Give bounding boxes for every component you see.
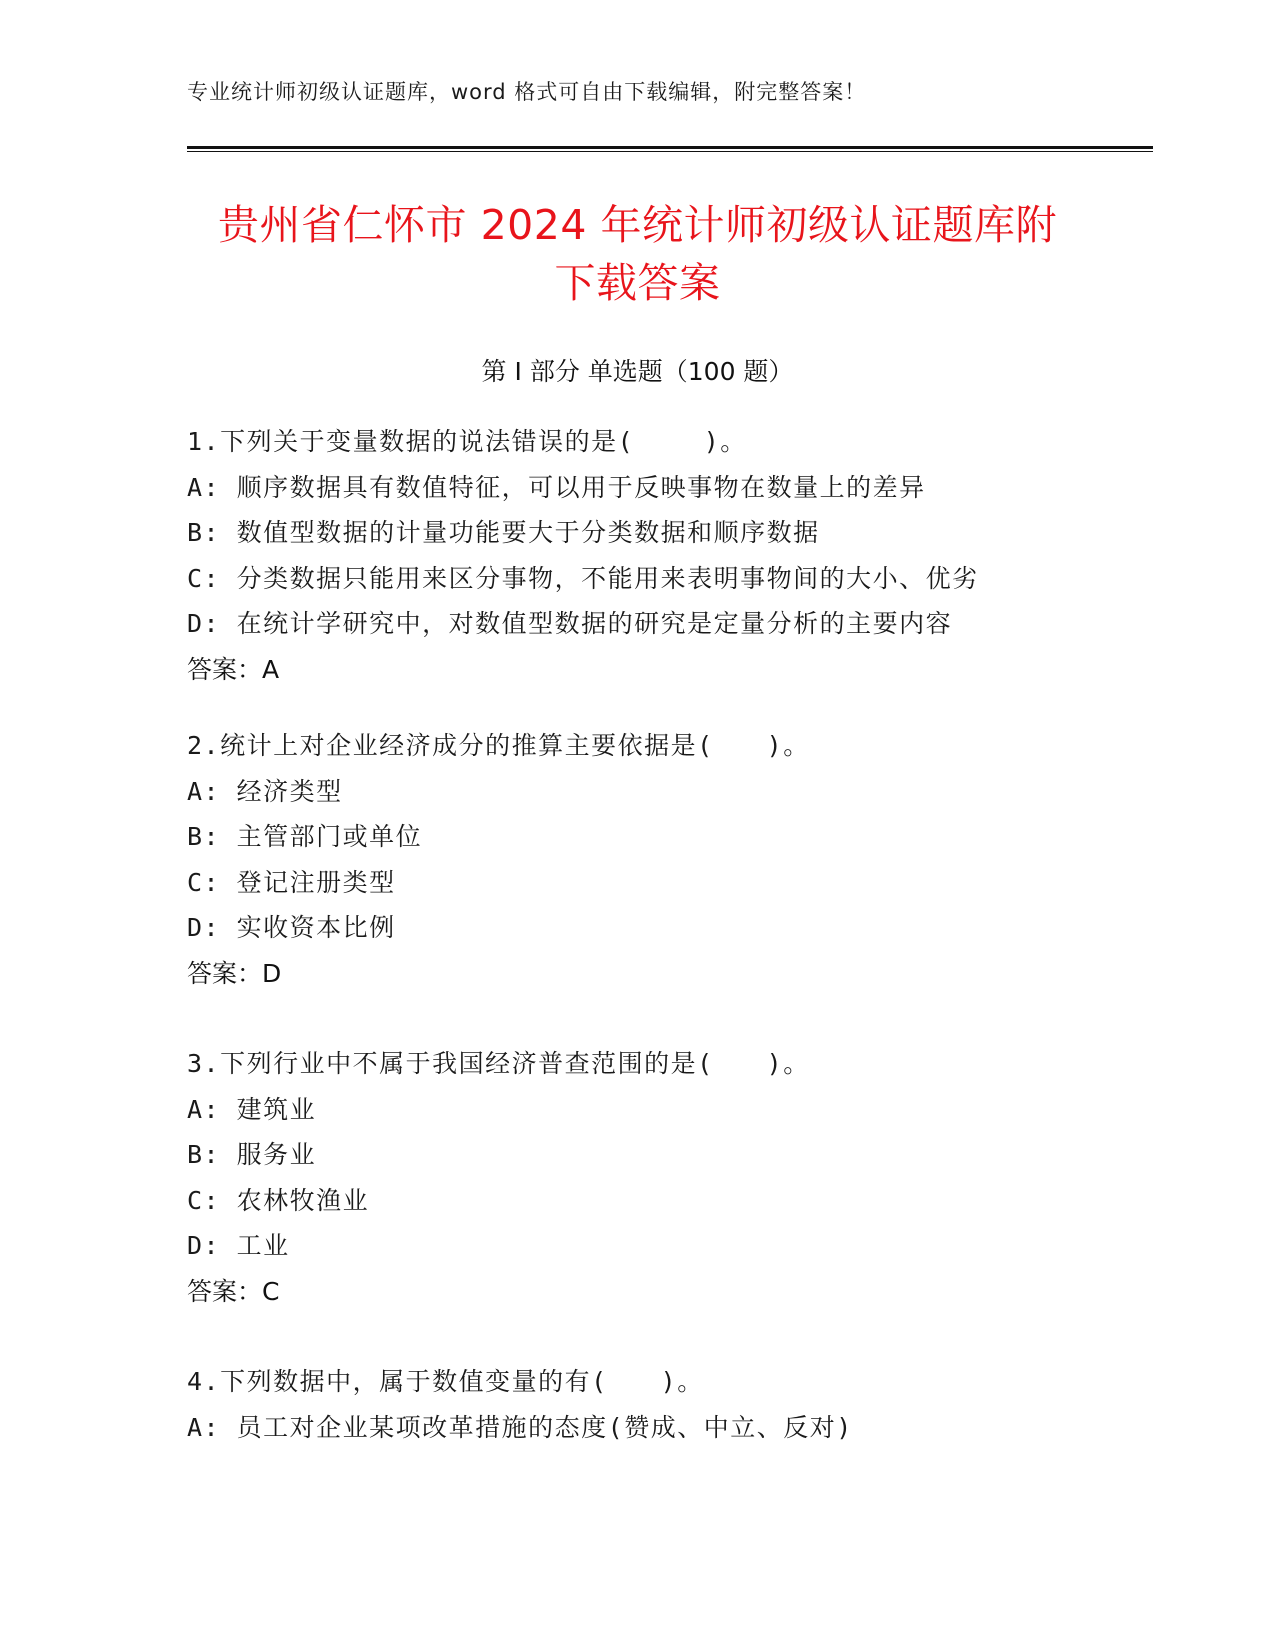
section-heading: 第 I 部分 单选题（100 题） xyxy=(481,357,794,386)
option-a: A: 员工对企业某项改革措施的态度(赞成、中立、反对) xyxy=(187,1412,853,1442)
option-d: D: 在统计学研究中，对数值型数据的研究是定量分析的主要内容 xyxy=(187,609,953,638)
answer-line: 答案：A xyxy=(187,654,280,684)
option-a: A: 经济类型 xyxy=(187,776,343,806)
question-stem: 1.下列关于变量数据的说法错误的是( )。 xyxy=(187,427,747,456)
title-line-1: 贵州省仁怀市 2024 年统计师初级认证题库附 xyxy=(218,201,1057,249)
option-c: C: 农林牧渔业 xyxy=(187,1185,370,1215)
question-4 xyxy=(187,1359,1187,1450)
question-1 xyxy=(187,419,1187,692)
option-c: C: 登记注册类型 xyxy=(187,867,396,897)
question-stem: 3.下列行业中不属于我国经济普查范围的是( )。 xyxy=(187,1049,810,1078)
option-d: D: 实收资本比例 xyxy=(187,913,396,942)
question-3 xyxy=(187,1041,1187,1314)
title-line-2: 下载答案 xyxy=(554,259,721,307)
rule-thick-line xyxy=(187,146,1153,149)
option-c: C: 分类数据只能用来区分事物，不能用来表明事物间的大小、优劣 xyxy=(187,563,979,593)
question-stem: 4.下列数据中，属于数值变量的有( )。 xyxy=(187,1367,704,1396)
option-b: B: 主管部门或单位 xyxy=(187,822,423,851)
answer-line: 答案：D xyxy=(187,958,282,988)
document-title xyxy=(150,196,1125,312)
option-b: B: 数值型数据的计量功能要大于分类数据和顺序数据 xyxy=(187,518,820,547)
header-double-rule xyxy=(187,146,1153,152)
header-note: 专业统计师初级认证题库，word 格式可自由下载编辑，附完整答案！ xyxy=(187,80,867,104)
answer-line: 答案：C xyxy=(187,1276,280,1306)
question-stem: 2.统计上对企业经济成分的推算主要依据是( )。 xyxy=(187,731,810,760)
option-a: A: 顺序数据具有数值特征，可以用于反映事物在数量上的差异 xyxy=(187,472,926,502)
rule-thin-line xyxy=(187,151,1153,152)
option-a: A: 建筑业 xyxy=(187,1094,317,1124)
option-b: B: 服务业 xyxy=(187,1140,317,1169)
question-2 xyxy=(187,723,1187,996)
option-d: D: 工业 xyxy=(187,1231,290,1260)
